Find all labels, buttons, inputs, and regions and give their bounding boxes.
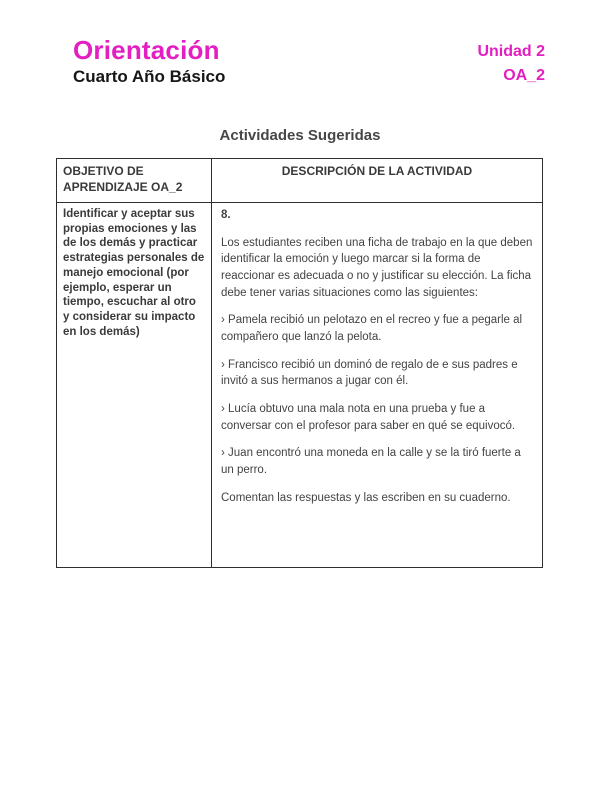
activity-cell — [212, 203, 543, 568]
activity-closing: Comentan las respuestas y las escriben en su cuaderno. — [221, 491, 511, 504]
grade-subtitle: Cuarto Año Básico — [73, 67, 226, 86]
activities-table — [56, 158, 543, 568]
page-title: Actividades Sugeridas — [219, 127, 381, 144]
table-body-row — [57, 203, 543, 568]
objective-cell: Identificar y aceptar sus propias emociones y las de los demás y practicar estrategias personales de manejo emocional (por ejemplo, esperar un tiempo, escuchar al otro y considerar su impacto en los demás) — [57, 203, 212, 568]
column-header-description: DESCRIPCIÓN DE LA ACTIVIDAD — [212, 159, 543, 203]
subject-title: Orientación — [73, 35, 220, 65]
document-header — [73, 36, 545, 88]
unit-label: Unidad 2 — [477, 43, 545, 60]
column-header-objective: OBJETIVO DE APRENDIZAJE OA_2 — [57, 159, 212, 203]
activity-intro: Los estudiantes reciben una ficha de trabajo en la que deben identificar la emoción y luego marcar si la forma de reaccionar es adecuada o no y justificar su elección. La ficha debe tener varias situaciones como las siguientes: — [221, 236, 533, 299]
activity-bullet: › Juan encontró una moneda en la calle y se la tiró fuerte a un perro. — [221, 447, 521, 477]
table-header-row — [57, 159, 543, 203]
activity-number: 8. — [221, 209, 231, 221]
header-left — [73, 36, 225, 88]
oa-label: OA_2 — [503, 67, 545, 84]
header-right — [477, 36, 545, 88]
activity-bullet: › Francisco recibió un dominó de regalo de e sus padres e invitó a sus hermanos a jugar con él. — [221, 358, 518, 388]
activity-bullet: › Pamela recibió un pelotazo en el recreo y fue a pegarle al compañero que lanzó la pelota. — [221, 314, 523, 344]
activity-bullet: › Lucía obtuvo una mala nota en una prueba y fue a conversar con el profesor para saber en qué se equivocó. — [221, 403, 516, 432]
